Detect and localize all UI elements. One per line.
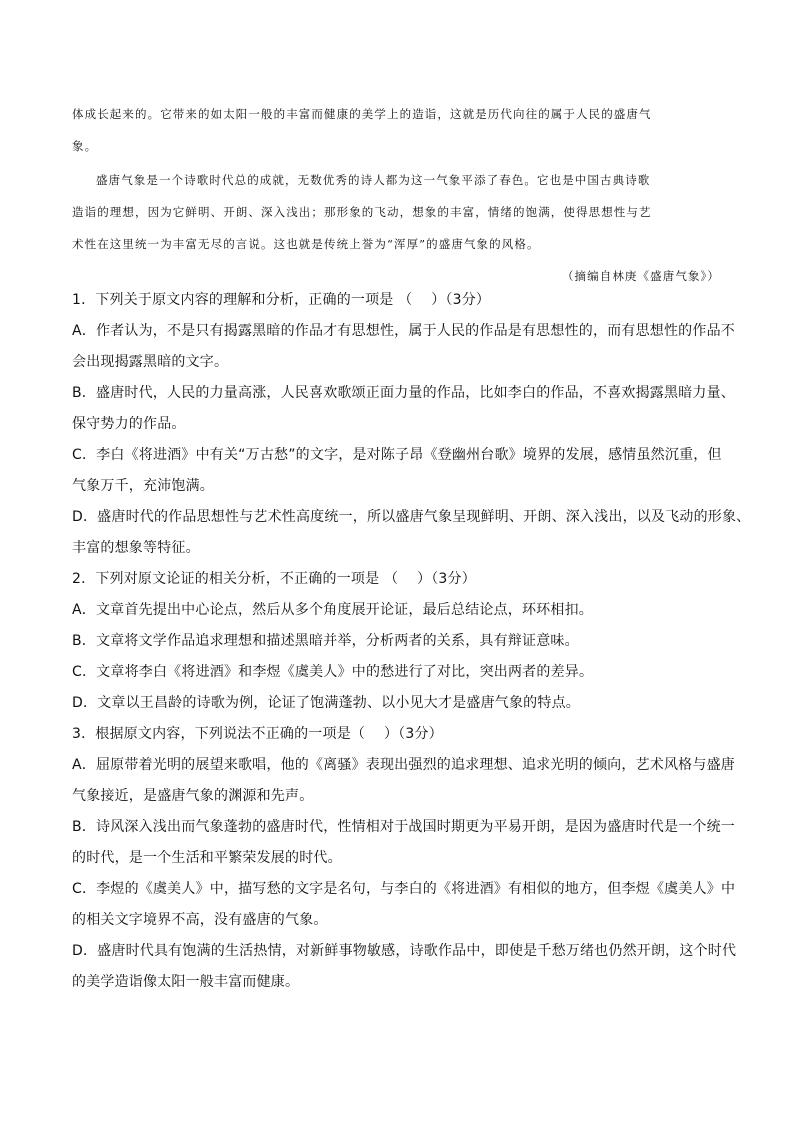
question-1-option-c: C．李白《将进酒》中有关“万古愁”的文字，是对陈子昂《登幽州台歌》境界的发展，感情虽然沉重，但 [72,447,722,463]
question-1-option-d-cont: 丰富的想象等特征。 [72,540,200,556]
question-2-option-c: C．文章将李白《将进酒》和李煜《虞美人》中的愁进行了对比，突出两者的差异。 [72,664,594,680]
question-1-option-b-cont: 保守势力的作品。 [72,416,186,432]
question-1-option-d: D．盛唐时代的作品思想性与艺术性高度统一，所以盛唐气象呈现鲜明、开朗、深入浅出，以及飞动的形象、 [72,509,751,525]
question-3-option-a: A．屈原带着光明的展望来歌唱，他的《离骚》表现出强烈的追求理想、追求光明的倾向，艺术风格与盛唐 [72,757,735,773]
question-3-option-a-cont: 气象接近，是盛唐气象的渊源和先声。 [72,788,314,804]
passage-line: 盛唐气象是一个诗歌时代总的成就，无数优秀的诗人都为这一气象平添了春色。它也是中国古典诗歌 [96,173,651,187]
question-1-option-a: A．作者认为，不是只有揭露黑暗的作品才有思想性，属于人民的作品是有思想性的，而有思想性的作品不 [72,323,735,339]
question-list [72,285,751,998]
question-2-option-a: A．文章首先提出中心论点，然后从多个角度展开论证，最后总结论点，环环相扣。 [72,602,593,618]
passage-line: 象。 [72,139,98,153]
passage-source: （摘编自林庚《盛唐气象》） [561,269,720,283]
passage-line: 造诣的理想，因为它鲜明、开朗、深入浅出；那形象的飞动，想象的丰富，情绪的饱满，使得思想性与艺 [72,205,652,219]
question-2-stem: 2．下列对原文论证的相关分析，不正确的一项是 （ ）（3分） [72,571,476,587]
question-3-option-d-cont: 的美学造诣像太阳一般丰富而健康。 [72,974,300,990]
question-2-option-d: D．文章以王昌龄的诗歌为例，论证了饱满蓬勃、以小见大才是盛唐气象的特点。 [72,695,580,711]
question-1-stem: 1．下列关于原文内容的理解和分析，正确的一项是 （ ）（3分） [72,292,491,308]
passage-text [72,98,722,292]
question-3-option-b-cont: 的时代，是一个生活和平繁荣发展的时代。 [72,850,342,866]
question-1-option-a-cont: 会出现揭露黑暗的文字。 [72,354,229,370]
question-3-option-c: C．李煜的《虞美人》中，描写愁的文字是名句，与李白的《将进酒》有相似的地方，但李煜《虞美人》中 [72,881,736,897]
question-2-option-b: B．文章将文学作品追求理想和描述黑暗并举，分析两者的关系，具有辩证意味。 [72,633,579,649]
question-1-option-b: B．盛唐时代，人民的力量高涨，人民喜欢歌颂正面力量的作品，比如李白的作品，不喜欢揭露黑暗力量、 [72,385,736,401]
question-3-stem: 3．根据原文内容，下列说法不正确的一项是（ ）（3分） [72,726,443,742]
question-3-option-b: B．诗风深入浅出而气象蓬勃的盛唐时代，性情相对于战国时期更为平易开朗，是因为盛唐时代是一个统一 [72,819,736,835]
passage-line: 体成长起来的。它带来的如太阳一般的丰富而健康的美学上的造诣，这就是历代向往的属于人民的盛唐气 [72,107,652,121]
question-1-option-c-cont: 气象万千，充沛饱满。 [72,478,214,494]
passage-line: 术性在这里统一为丰富无尽的言说。这也就是传统上誉为“浑厚”的盛唐气象的风格。 [72,237,540,251]
question-3-option-c-cont: 的相关文字境界不高，没有盛唐的气象。 [72,912,328,928]
question-3-option-d: D．盛唐时代具有饱满的生活热情，对新鲜事物敏感，诗歌作品中，即使是千愁万绪也仍然开朗，这个时代 [72,943,737,959]
